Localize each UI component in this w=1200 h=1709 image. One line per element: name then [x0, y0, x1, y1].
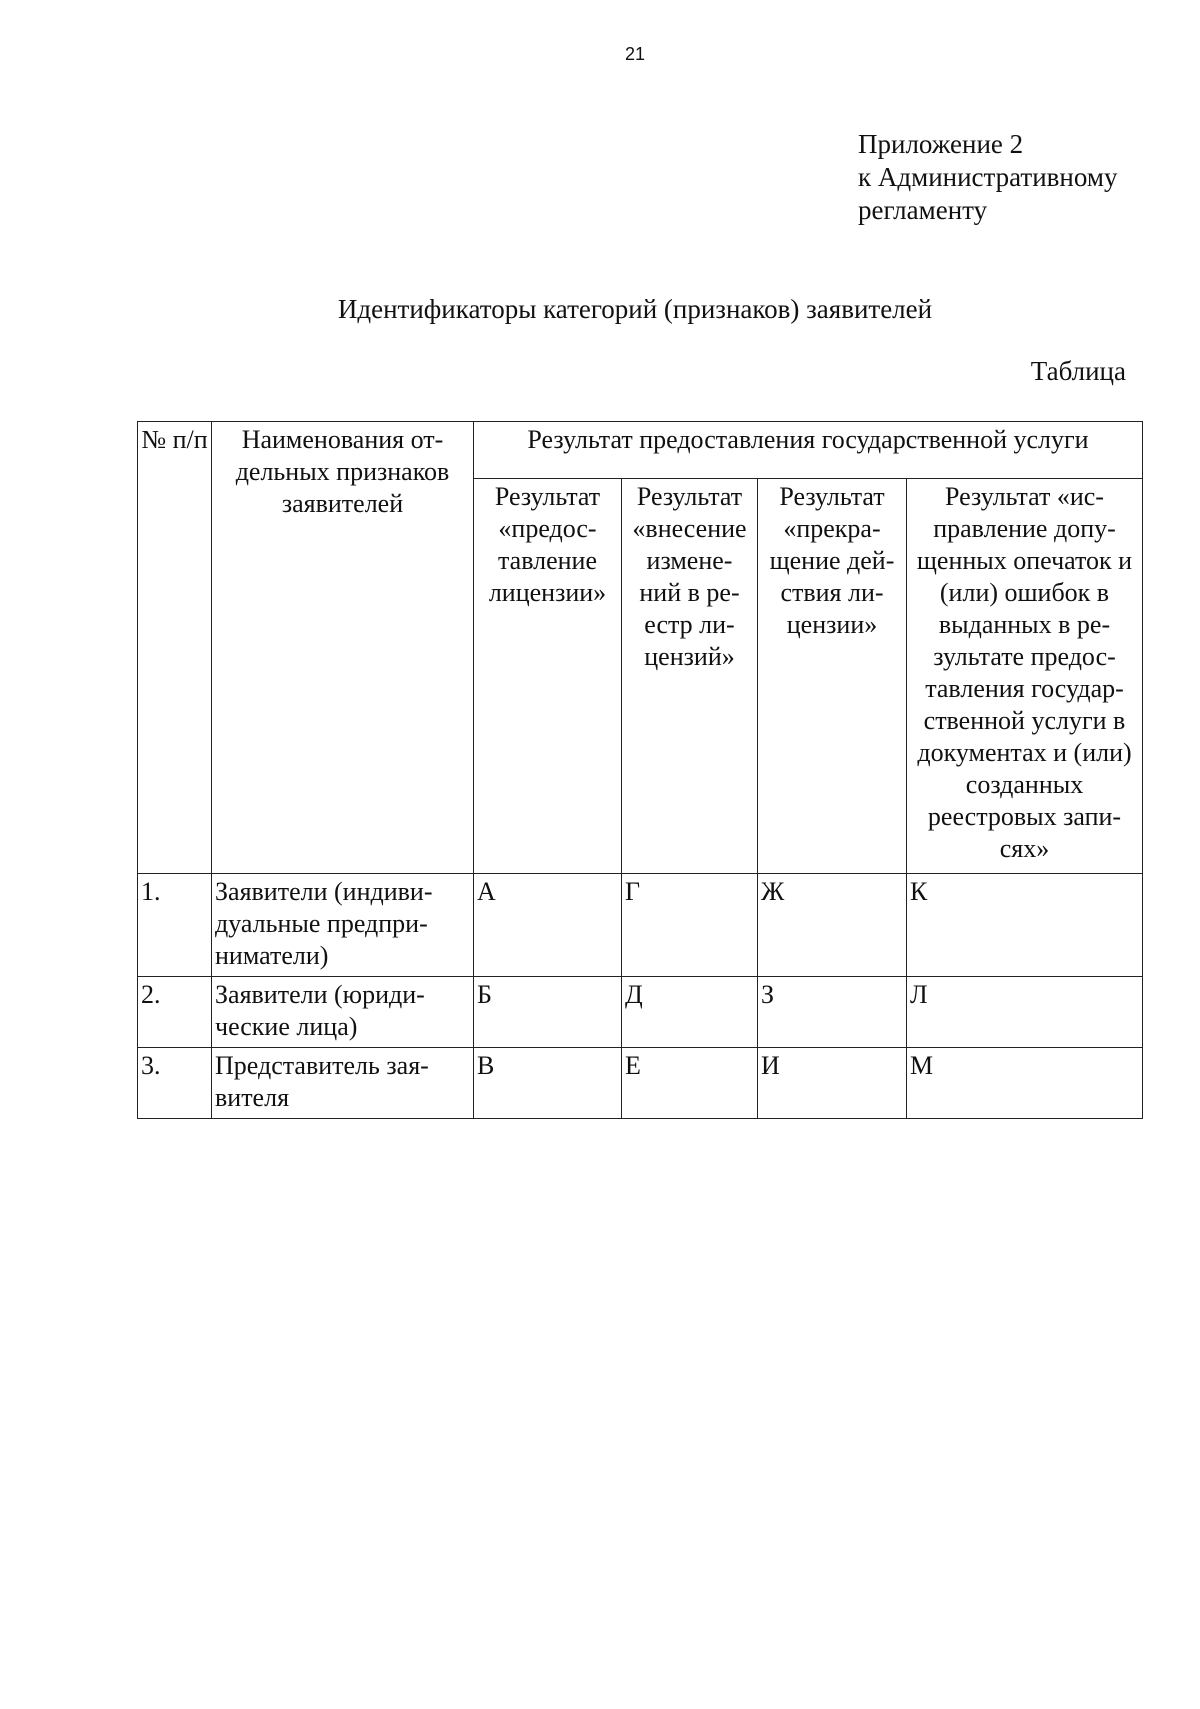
identifiers-table [137, 421, 1143, 1119]
header-names: Наименования от- дельных признаков заявителей [212, 422, 474, 874]
row-value: К [907, 874, 1143, 977]
row-value: Л [907, 977, 1143, 1048]
table-row [138, 874, 1143, 977]
document-title: Идентификаторы категорий (признаков) заявителей [337, 294, 933, 324]
row-number: 2. [138, 977, 212, 1048]
row-value: Ж [758, 874, 907, 977]
header-result-1: Результат «предос- тавление лицензии» [474, 479, 622, 874]
table-header-row [138, 422, 1143, 479]
appendix-note [858, 128, 1117, 227]
row-value: Д [622, 977, 758, 1048]
table-row [138, 1048, 1143, 1119]
row-number: 3. [138, 1048, 212, 1119]
appendix-line-3: регламенту [858, 195, 988, 225]
header-result-3: Результат «прекра- щение дей- ствия ли- цензии» [758, 479, 907, 874]
row-value: И [758, 1048, 907, 1119]
row-value: В [474, 1048, 622, 1119]
row-value: Б [474, 977, 622, 1048]
row-value: М [907, 1048, 1143, 1119]
header-result-4: Результат «ис- правление допу- щенных опечаток и (или) ошибок в выданных в ре- зультате предос- тавления государ- ственной услуги в документах и (или) созданных реестровых запи- сях» [907, 479, 1143, 874]
page-number: 21 [624, 44, 646, 64]
header-result-2: Результат «внесение измене- ний в ре- естр ли- цензий» [622, 479, 758, 874]
row-value: А [474, 874, 622, 977]
row-number: 1. [138, 874, 212, 977]
appendix-line-2: к Административному [858, 162, 1118, 192]
row-value: З [758, 977, 907, 1048]
header-result-group: Результат предоставления государственной услуги [474, 422, 1143, 479]
row-value: Г [622, 874, 758, 977]
table-label: Таблица [1030, 356, 1126, 386]
table-row [138, 977, 1143, 1048]
row-value: Е [622, 1048, 758, 1119]
header-number: № п/п [138, 422, 212, 874]
row-name: Заявители (индиви- дуальные предпри- ниматели) [212, 874, 474, 977]
row-name: Представитель зая- вителя [212, 1048, 474, 1119]
row-name: Заявители (юриди- ческие лица) [212, 977, 474, 1048]
appendix-line-1: Приложение 2 [858, 129, 1024, 159]
